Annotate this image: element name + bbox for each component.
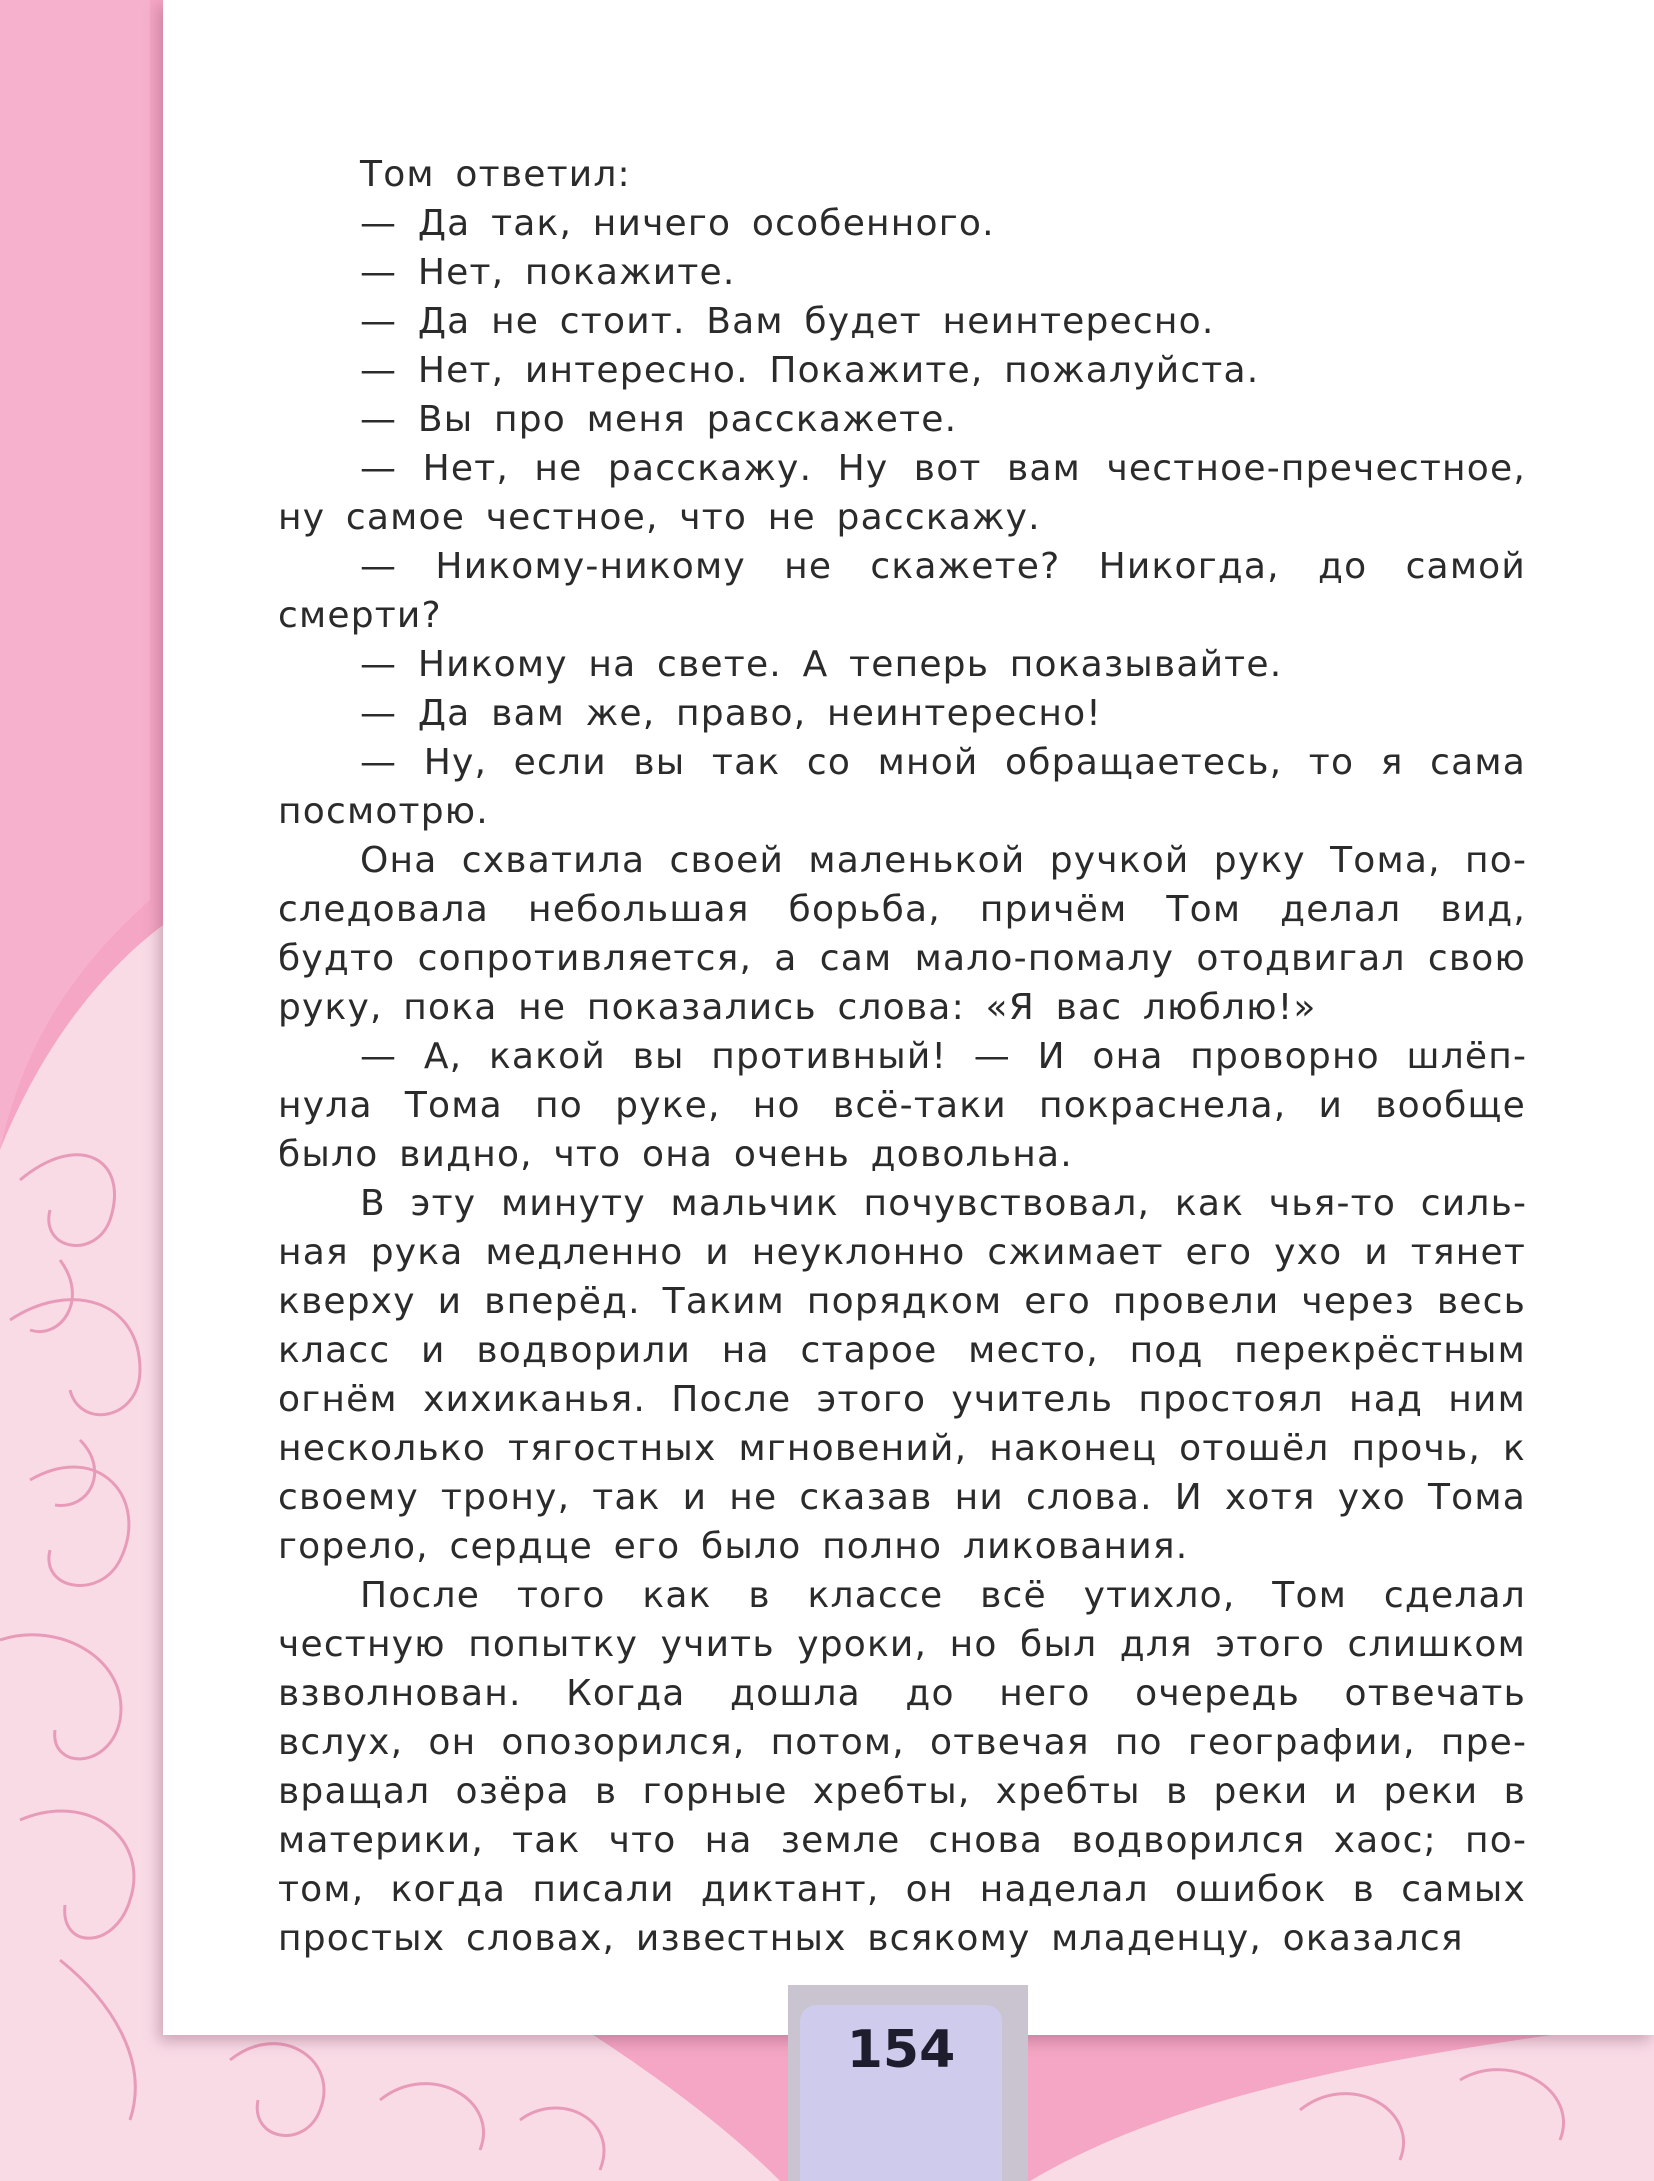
book-text bbox=[278, 150, 1526, 1963]
paragraph: — Да вам же, право, неинтересно! bbox=[360, 693, 1102, 734]
paragraph: — Да так, ничего особенного. bbox=[360, 203, 995, 244]
paragraph: — Нет, не расскажу. Ну вот вам честное-пречестное, ну самое честное, что не расскажу. bbox=[278, 448, 1526, 538]
paragraph: — Вы про меня расскажете. bbox=[360, 399, 958, 440]
paragraph: — Никому на свете. А теперь показывайте. bbox=[360, 644, 1283, 685]
page-number: 154 bbox=[846, 2020, 956, 2080]
paragraph: Она схватила своей маленькой ручкой руку Тома, последовала небольшая борьба, причём Том делал вид, будто сопротивляется, а сам мало-помалу отодвигал свою руку, пока не показались слова: «Я вас люблю!» bbox=[278, 840, 1526, 1028]
paragraph: В эту минуту мальчик почувствовал, как чья-то сильная рука медленно и неуклонно сжимает его ухо и тянет кверху и вперёд. Таким порядком его провели через весь класс и водворили на старое место, под перекрёстным огнём хихиканья. После этого учитель простоял над ним несколько тягостных мгновений, наконец отошёл прочь, к своему трону, так и не сказав ни слова. И хотя ухо Тома горело, сердце его было полно ликования. bbox=[278, 1183, 1526, 1567]
paragraph: — Никому-никому не скажете? Никогда, до самой смерти? bbox=[278, 546, 1526, 636]
paragraph: Том ответил: bbox=[360, 154, 631, 195]
paragraph: — Да не стоит. Вам будет неинтересно. bbox=[360, 301, 1215, 342]
paragraph: После того как в классе всё утихло, Том сделал честную попытку учить уроки, но был для этого слишком взволнован. Когда дошла до него очередь отвечать вслух, он опозорился, потом, отвечая по географии, превращал озёра в горные хребты, хребты в реки и реки в материки, так что на земле снова водворился хаос; потом, когда писали диктант, он наделал ошибок в самых простых словах, известных всякому младенцу, оказался bbox=[278, 1575, 1526, 1959]
paragraph: — Нет, интересно. Покажите, пожалуйста. bbox=[360, 350, 1260, 391]
paragraph: — А, какой вы противный! — И она проворно шлёпнула Тома по руке, но всё-таки покраснела, и вообще было видно, что она очень довольна. bbox=[278, 1036, 1526, 1175]
paragraph: — Ну, если вы так со мной обращаетесь, то я сама посмотрю. bbox=[278, 742, 1526, 832]
paragraph: — Нет, покажите. bbox=[360, 252, 736, 293]
